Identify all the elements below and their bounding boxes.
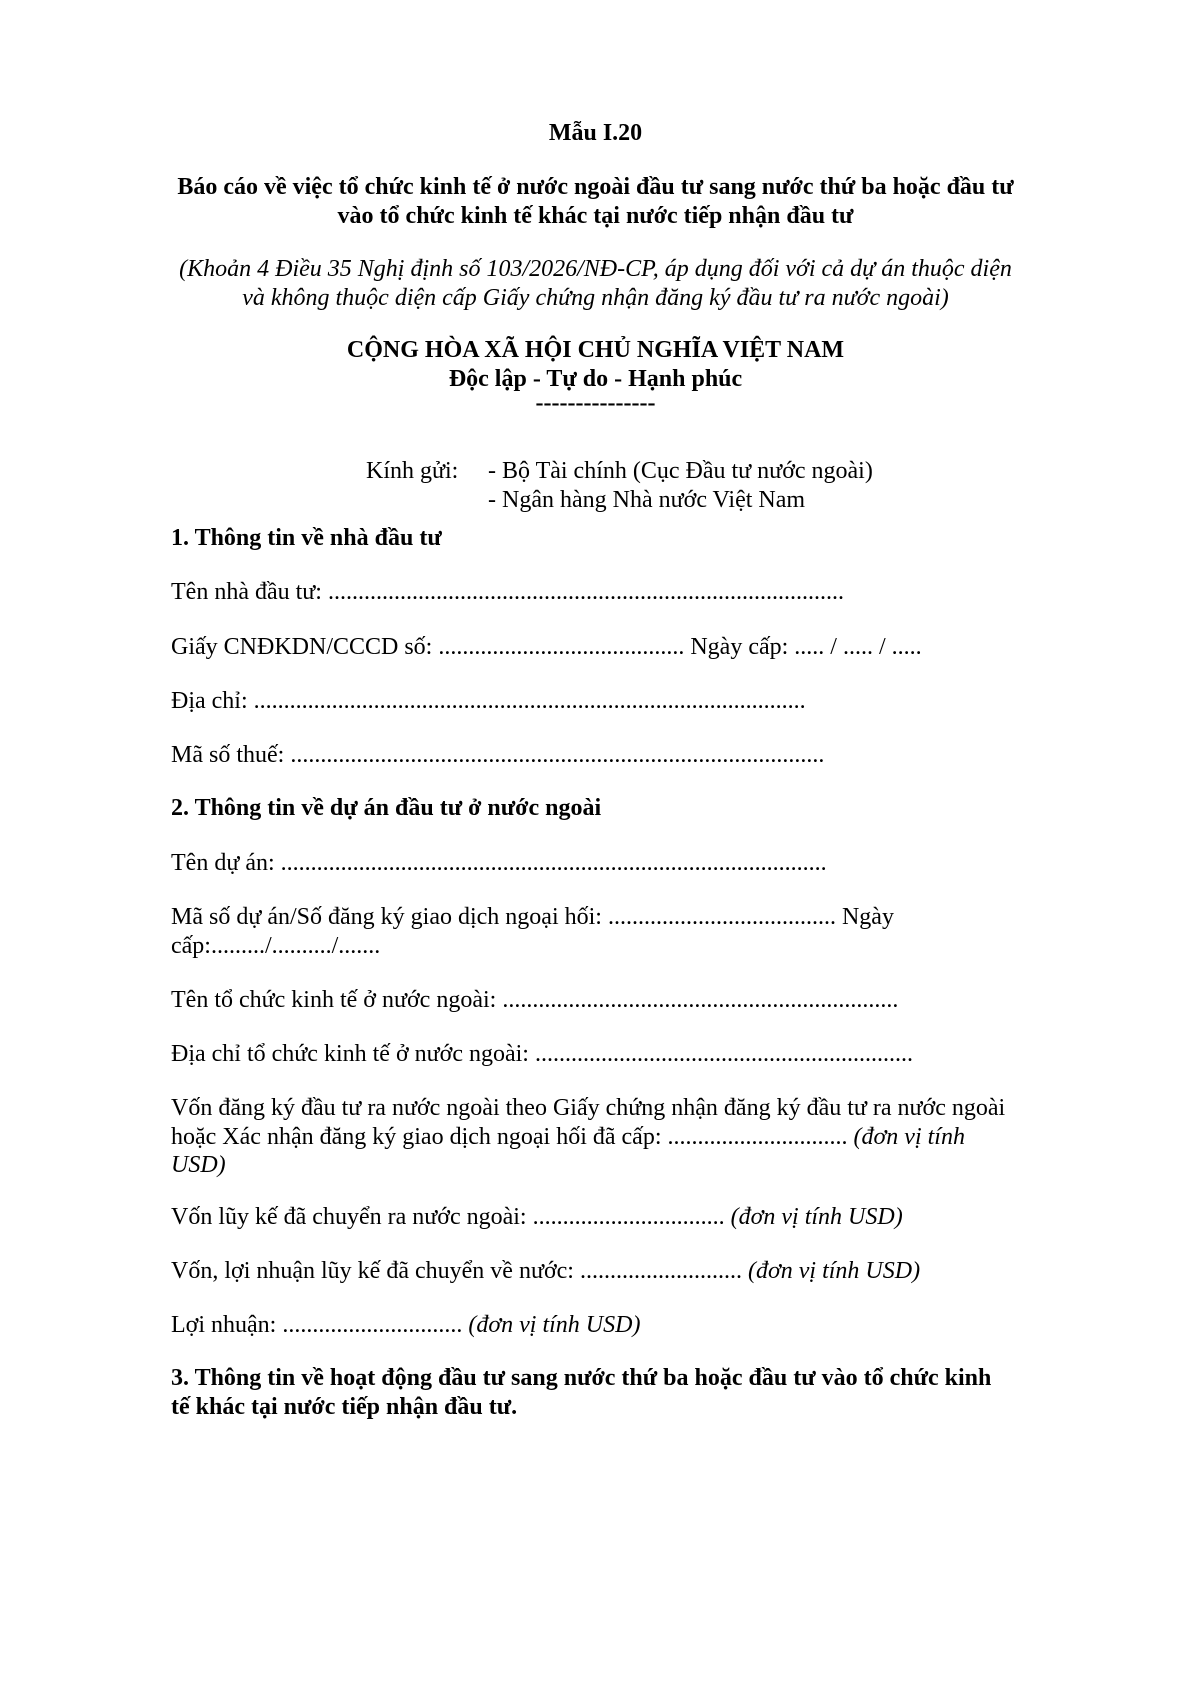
form-code: Mẫu I.20 (548, 120, 643, 146)
section3-heading-line1: 3. Thông tin về hoạt động đầu tư sang nước thứ ba hoặc đầu tư vào tổ chức kinh (171, 1365, 992, 1391)
transferred-back-field (171, 1256, 920, 1286)
report-title-line2: vào tổ chức kinh tế khác tại nước tiếp nhận đầu tư (337, 203, 854, 229)
section1-heading: 1. Thông tin về nhà đầu tư (171, 525, 442, 551)
project-code-field-line2: cấp:........./........../....... (171, 933, 381, 959)
foreign-org-address-field: Địa chỉ tổ chức kinh tế ở nước ngoài: ............................................................... (171, 1041, 913, 1067)
legal-basis-line2: và không thuộc diện cấp Giấy chứng nhận đăng ký đầu tư ra nước ngoài) (242, 285, 949, 311)
transferred-out-text: Vốn lũy kế đã chuyển ra nước ngoài: ................................ (171, 1204, 725, 1230)
transferred-out-unit: (đơn vị tính USD) (730, 1204, 903, 1230)
report-title-line1: Báo cáo về việc tổ chức kinh tế ở nước ngoài đầu tư sang nước thứ ba hoặc đầu tư (177, 174, 1014, 200)
transferred-back-unit: (đơn vị tính USD) (747, 1258, 921, 1284)
investor-name-field: Tên nhà đầu tư: ...................................................................................... (171, 579, 844, 605)
section2-heading: 2. Thông tin về dự án đầu tư ở nước ngoài (171, 795, 602, 821)
recipients-label: Kính gửi: (366, 458, 459, 484)
recipient-item: - Bộ Tài chính (Cục Đầu tư nước ngoài) (488, 458, 873, 484)
project-code-field-line1: Mã số dự án/Số đăng ký giao dịch ngoại hối: ...................................... Ngày (171, 904, 894, 930)
profit-field (171, 1310, 640, 1340)
section3-heading-line2: tế khác tại nước tiếp nhận đầu tư. (171, 1394, 518, 1420)
registered-capital-unit-cont: USD) (171, 1152, 226, 1178)
registered-capital-field-line1: Vốn đăng ký đầu tư ra nước ngoài theo Giấy chứng nhận đăng ký đầu tư ra nước ngoài (171, 1095, 1006, 1121)
profit-unit: (đơn vị tính USD) (468, 1312, 641, 1338)
investor-address-field: Địa chỉ: ............................................................................................ (171, 688, 806, 714)
legal-basis-line1: (Khoản 4 Điều 35 Nghị định số 103/2026/NĐ-CP, áp dụng đối với cả dự án thuộc diện (179, 256, 1012, 282)
registered-capital-text: hoặc Xác nhận đăng ký giao dịch ngoại hối đã cấp: .............................. (171, 1124, 848, 1150)
business-registration-field: Giấy CNĐKDN/CCCD số: ......................................... Ngày cấp: ..... / ..... / ..... (171, 634, 922, 660)
transferred-back-text: Vốn, lợi nhuận lũy kế đã chuyển về nước: ........................... (171, 1258, 742, 1284)
project-name-field: Tên dự án: ........................................................................................... (171, 850, 827, 876)
national-motto: Độc lập - Tự do - Hạnh phúc (448, 366, 743, 392)
registered-capital-field-line2 (171, 1122, 965, 1152)
foreign-org-name-field: Tên tổ chức kinh tế ở nước ngoài: .................................................................. (171, 987, 899, 1013)
recipient-item: - Ngân hàng Nhà nước Việt Nam (488, 487, 806, 513)
header-separator: --------------- (535, 390, 656, 416)
registered-capital-unit: (đơn vị tính (853, 1124, 965, 1150)
transferred-out-field (171, 1202, 903, 1232)
nation-name: CỘNG HÒA XÃ HỘI CHỦ NGHĨA VIỆT NAM (346, 337, 845, 363)
profit-text: Lợi nhuận: .............................. (171, 1312, 463, 1338)
tax-code-field: Mã số thuế: ......................................................................................... (171, 742, 825, 768)
